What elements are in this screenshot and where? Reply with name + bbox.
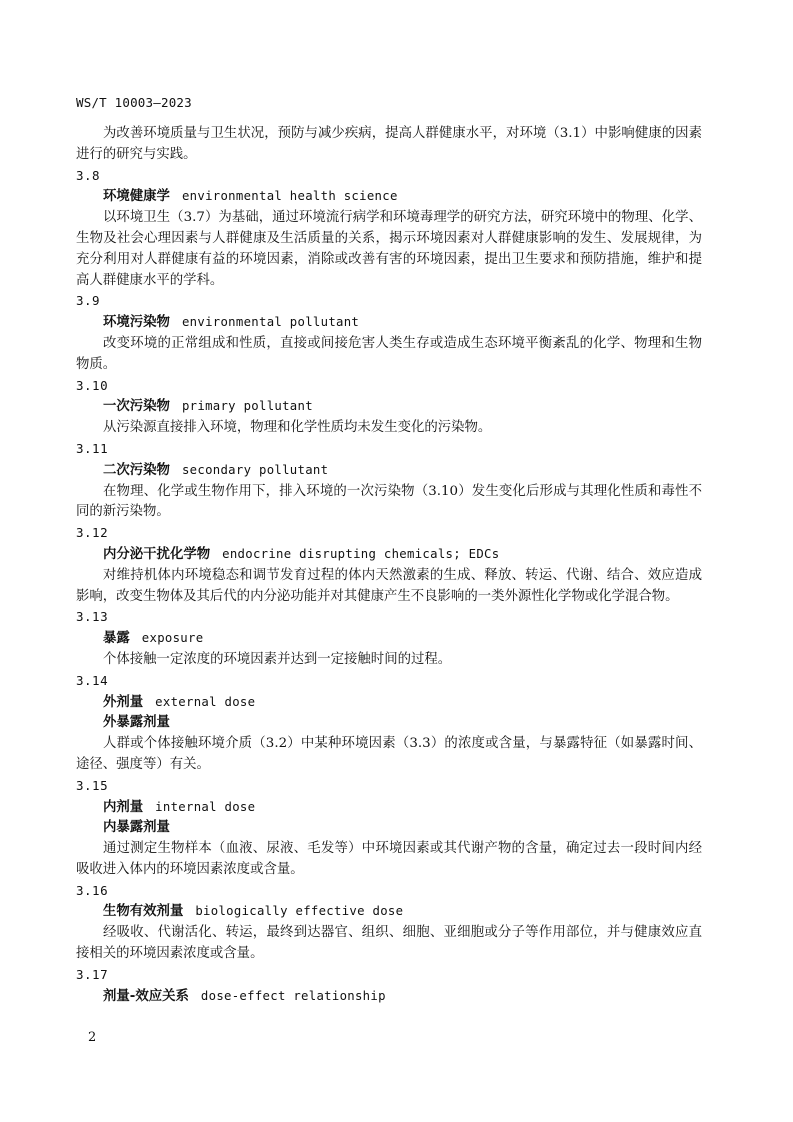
- alternate-term: 外暴露剂量: [103, 715, 170, 731]
- clause-number: 3.10: [76, 377, 109, 393]
- term-definition: 对维持机体内环境稳态和调节发育过程的体内天然激素的生成、释放、转运、代谢、结合、效应造成影响，改变生物体及其后代的内分泌功能并对其健康产生不良影响的一类外源性化学物或化学混合物。: [76, 567, 702, 604]
- term-entry: [76, 607, 702, 670]
- term-heading: [76, 692, 702, 714]
- term-english: environmental health science: [181, 189, 398, 204]
- term-english: biologically effective dose: [195, 904, 404, 919]
- term-chinese: 环境污染物: [103, 315, 170, 331]
- term-entries: [76, 166, 702, 1008]
- clause-number: 3.11: [76, 440, 109, 456]
- term-english: dose-effect relationship: [200, 988, 386, 1003]
- term-definition: 通过测定生物样本（血液、尿液、毛发等）中环境因素或其代谢产物的含量，确定过去一段时间内经吸收进入体内的环境因素浓度或含量。: [76, 841, 702, 877]
- term-english: exposure: [141, 631, 204, 646]
- alternate-term-line: [76, 818, 702, 839]
- term-definition: 以环境卫生（3.7）为基础，通过环境流行病学和环境毒理学的研究方法，研究环境中的物理、化学、生物及社会心理因素与人群健康及生活质量的关系，揭示环境因素对人群健康影响的发生、发展规律，为充分利用对人群健康有益的环境因素，消除或改善有害的环境因素，提出卫生要求和预防措施，维护和提高人群健康水平的学科。: [76, 210, 702, 288]
- term-definition: 在物理、化学或生物作用下，排入环境的一次污染物（3.10）发生变化后形成与其理化性质和毒性不同的新污染物。: [76, 483, 702, 520]
- term-definition: 个体接触一定浓度的环境因素并达到一定接触时间的过程。: [103, 651, 452, 667]
- clause-number: 3.16: [76, 882, 109, 898]
- clause-number: 3.14: [76, 672, 109, 688]
- clause-number: 3.17: [76, 966, 109, 982]
- term-english: primary pollutant: [181, 399, 313, 414]
- term-heading: [76, 901, 702, 923]
- term-chinese: 暴露: [103, 631, 130, 647]
- clause-number: 3.15: [76, 777, 109, 793]
- intro-paragraph: 为改善环境质量与卫生状况，预防与减少疾病，提高人群健康水平，对环境（3.1）中影响健康的因素进行的研究与实践。: [76, 126, 702, 162]
- document-body: [76, 124, 702, 1007]
- term-entry: [76, 671, 702, 776]
- term-entry: [76, 523, 702, 607]
- alternate-term: 内暴露剂量: [103, 820, 170, 836]
- term-chinese: 二次污染物: [103, 462, 170, 478]
- term-chinese: 生物有效剂量: [103, 904, 184, 920]
- standard-header: WS/T 10003—2023: [76, 95, 192, 110]
- term-heading: [76, 797, 702, 819]
- term-entry: [76, 439, 702, 523]
- term-english: internal dose: [155, 799, 256, 814]
- term-definition: 人群或个体接触环境介质（3.2）中某种环境因素（3.3）的浓度或含量，与暴露特征（如暴露时间、途径、强度等）有关。: [76, 736, 702, 772]
- term-chinese: 外剂量: [103, 694, 144, 710]
- term-chinese: 内剂量: [103, 799, 144, 815]
- term-english: endocrine disrupting chemicals; EDCs: [222, 546, 500, 561]
- term-entry: [76, 776, 702, 881]
- term-english: environmental pollutant: [181, 315, 360, 330]
- clause-number: 3.12: [76, 525, 109, 541]
- alternate-term-line: [76, 713, 702, 734]
- term-definition: 改变环境的正常组成和性质，直接或间接危害人类生存或造成生态环境平衡紊乱的化学、物理和生物物质。: [76, 335, 702, 372]
- clause-number: 3.8: [76, 167, 101, 183]
- term-chinese: 内分泌干扰化学物: [103, 546, 211, 562]
- term-heading: [76, 460, 702, 482]
- term-heading: [76, 396, 702, 418]
- term-entry: [76, 881, 702, 965]
- term-chinese: 一次污染物: [103, 399, 170, 415]
- term-heading: [76, 544, 702, 566]
- term-heading: [76, 628, 702, 650]
- page-number: 2: [88, 1030, 97, 1045]
- term-entry: [76, 291, 702, 375]
- term-heading: [76, 186, 702, 208]
- term-definition: 经吸收、代谢活化、转运，最终到达器官、组织、细胞、亚细胞或分子等作用部位，并与健康效应直接相关的环境因素浓度或含量。: [76, 925, 702, 962]
- term-chinese: 环境健康学: [103, 189, 170, 205]
- clause-number: 3.9: [76, 293, 101, 309]
- term-chinese: 剂量-效应关系: [103, 988, 189, 1004]
- term-english: secondary pollutant: [181, 462, 329, 477]
- term-entry: [76, 376, 702, 439]
- term-heading: [76, 312, 702, 334]
- term-definition: 从污染源直接排入环境，物理和化学性质均未发生变化的污染物。: [103, 420, 492, 436]
- term-english: external dose: [155, 694, 256, 709]
- clause-number: 3.13: [76, 609, 109, 625]
- term-entry: [76, 166, 702, 292]
- term-heading: [76, 986, 702, 1008]
- term-entry: [76, 965, 702, 1008]
